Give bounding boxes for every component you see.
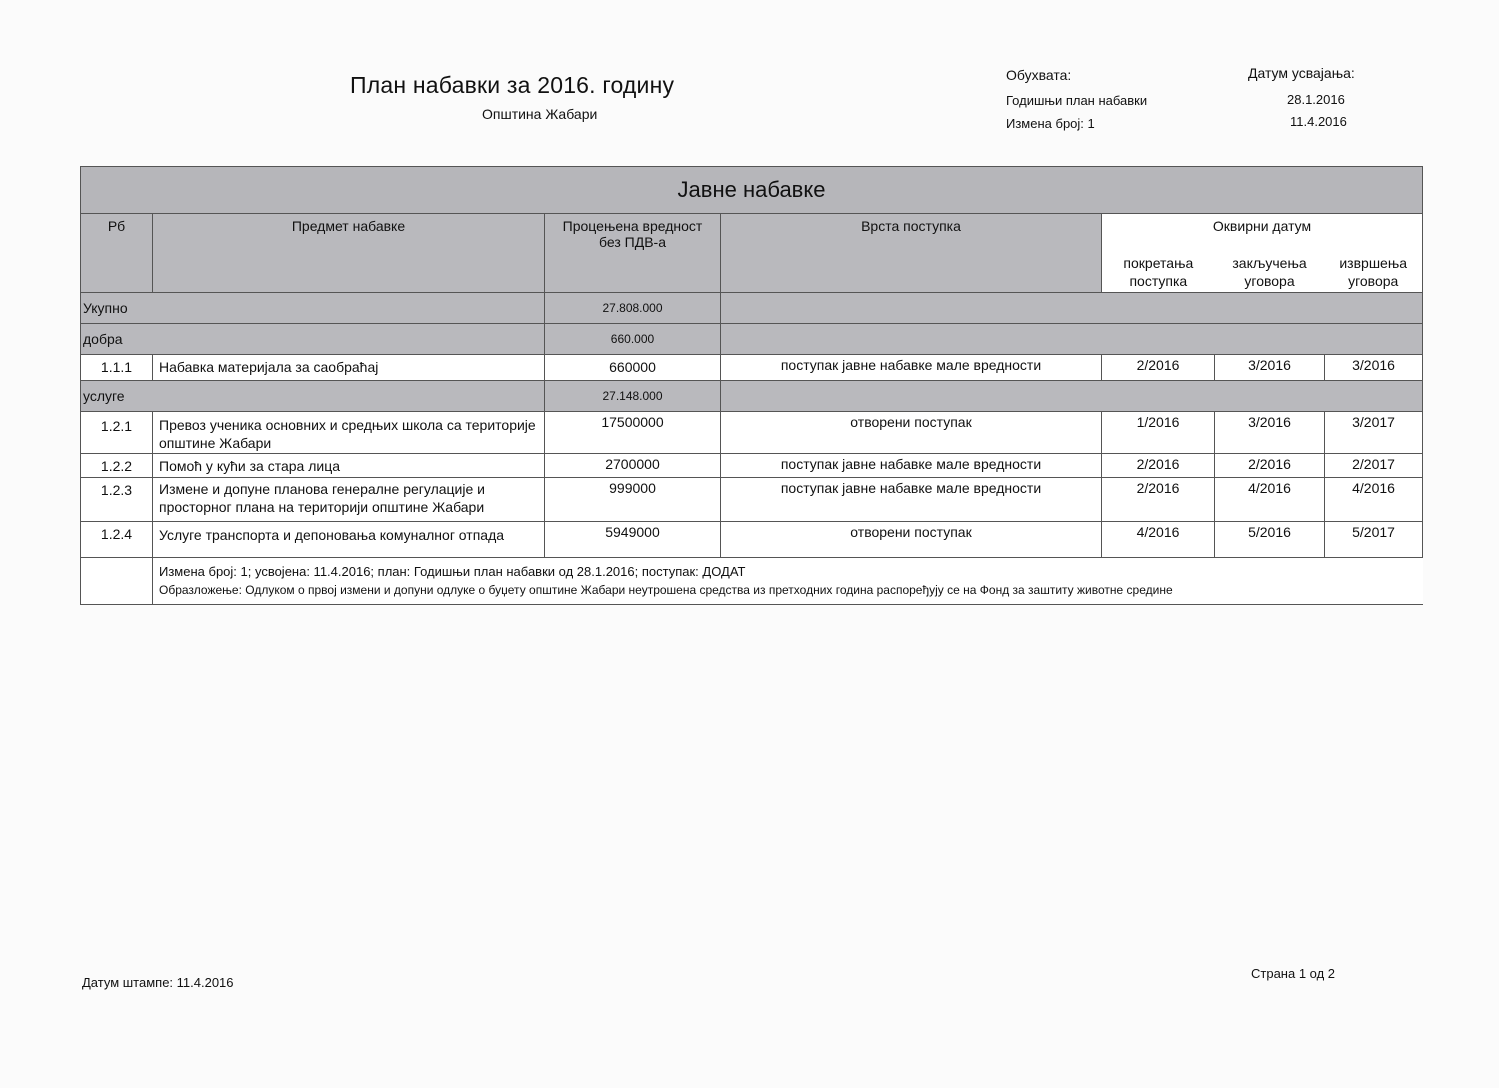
- procurement-table: [80, 166, 1422, 605]
- services-label: услуге: [81, 381, 545, 412]
- scope-amendment-date: 11.4.2016: [1290, 114, 1347, 129]
- col-header-procedure: Врста поступка: [721, 214, 1102, 293]
- scope-label: Обухвата:: [1006, 67, 1072, 83]
- row-value: 2700000: [545, 454, 721, 478]
- row-execution: 3/2017: [1325, 412, 1423, 454]
- table-row: [81, 454, 1423, 478]
- row-contract: 5/2016: [1215, 522, 1325, 558]
- row-subject: Набавка материјала за саобраћај: [153, 355, 545, 381]
- amendment-note-row: [81, 558, 1423, 605]
- row-start: 2/2016: [1102, 478, 1215, 522]
- services-filler: [721, 381, 1423, 412]
- row-value: 5949000: [545, 522, 721, 558]
- goods-filler: [721, 324, 1423, 355]
- row-execution: 4/2016: [1325, 478, 1423, 522]
- row-value: 999000: [545, 478, 721, 522]
- page-number: Страна 1 од 2: [1251, 966, 1336, 981]
- goods-label: добра: [81, 324, 545, 355]
- total-filler: [721, 293, 1423, 324]
- col-header-start: покретања поступка: [1123, 255, 1194, 289]
- scope-plan-label: Годишњи план набавки: [1006, 93, 1148, 108]
- row-subject: Помоћ у кући за стара лица: [153, 454, 545, 478]
- row-contract: 2/2016: [1215, 454, 1325, 478]
- municipality-subtitle: Општина Жабари: [482, 106, 598, 122]
- row-rb: 1.2.4: [81, 522, 153, 558]
- adoption-date-label: Датум усвајања:: [1248, 65, 1355, 81]
- col-header-contract: закључења уговора: [1232, 255, 1307, 289]
- goods-row: [81, 324, 1423, 355]
- total-value: 27.808.000: [545, 293, 721, 324]
- row-start: 2/2016: [1102, 355, 1215, 381]
- row-subject: Измене и допуне планова генералне регулације и просторног плана на територији општине Жабари: [153, 478, 545, 522]
- scope-amendment-label: Измена број: 1: [1006, 116, 1095, 131]
- row-procedure: отворени поступак: [721, 522, 1102, 558]
- page-title: План набавки за 2016. годину: [350, 72, 675, 98]
- total-row: [81, 293, 1423, 324]
- services-value: 27.148.000: [545, 381, 721, 412]
- scope-plan-date: 28.1.2016: [1287, 92, 1345, 107]
- col-header-rb: Рб: [81, 214, 153, 293]
- table-row: [81, 522, 1423, 558]
- row-execution: 2/2017: [1325, 454, 1423, 478]
- row-procedure: поступак јавне набавке мале вредности: [721, 355, 1102, 381]
- row-procedure: поступак јавне набавке мале вредности: [721, 478, 1102, 522]
- row-execution: 3/2016: [1325, 355, 1423, 381]
- row-procedure: отворени поступак: [721, 412, 1102, 454]
- row-rb: 1.2.1: [81, 412, 153, 454]
- table-row: [81, 355, 1423, 381]
- row-procedure: поступак јавне набавке мале вредности: [721, 454, 1102, 478]
- row-start: 4/2016: [1102, 522, 1215, 558]
- total-label: Укупно: [81, 293, 545, 324]
- print-date: Датум штампе: 11.4.2016: [82, 975, 234, 990]
- row-value: 17500000: [545, 412, 721, 454]
- col-header-execution: извршења уговора: [1339, 255, 1408, 289]
- row-rb: 1.2.3: [81, 478, 153, 522]
- row-rb: 1.1.1: [81, 355, 153, 381]
- row-execution: 5/2017: [1325, 522, 1423, 558]
- row-start: 1/2016: [1102, 412, 1215, 454]
- amendment-note: [153, 558, 1423, 605]
- note-spacer: [81, 558, 153, 605]
- row-value: 660000: [545, 355, 721, 381]
- row-rb: 1.2.2: [81, 454, 153, 478]
- col-header-dates-group: [1102, 214, 1423, 293]
- goods-value: 660.000: [545, 324, 721, 355]
- note-amendment-line: Измена број: 1; усвојена: 11.4.2016; план: Годишњи план набавки од 28.1.2016; поступак: ДОДАТ: [159, 564, 746, 579]
- table-row: [81, 412, 1423, 454]
- col-header-value: Процењена вредност без ПДВ-а: [545, 214, 721, 293]
- row-contract: 3/2016: [1215, 355, 1325, 381]
- col-header-subject: Предмет набавке: [153, 214, 545, 293]
- table-band-title: Јавне набавке: [81, 167, 1423, 214]
- dates-group-label: Оквирни датум: [1212, 218, 1312, 234]
- note-justification-line: Образложење: Одлуком о првој измени и допуни одлуке о буџету општине Жабари неутрошена средства из претходних година распоређују се на Фонд за заштиту животне средине: [159, 583, 1173, 597]
- row-contract: 4/2016: [1215, 478, 1325, 522]
- row-subject: Превоз ученика основних и средњих школа са територије општине Жабари: [153, 412, 545, 454]
- row-subject: Услуге транспорта и депоновања комуналног отпада: [153, 522, 545, 558]
- row-start: 2/2016: [1102, 454, 1215, 478]
- table-row: [81, 478, 1423, 522]
- row-contract: 3/2016: [1215, 412, 1325, 454]
- services-row: [81, 381, 1423, 412]
